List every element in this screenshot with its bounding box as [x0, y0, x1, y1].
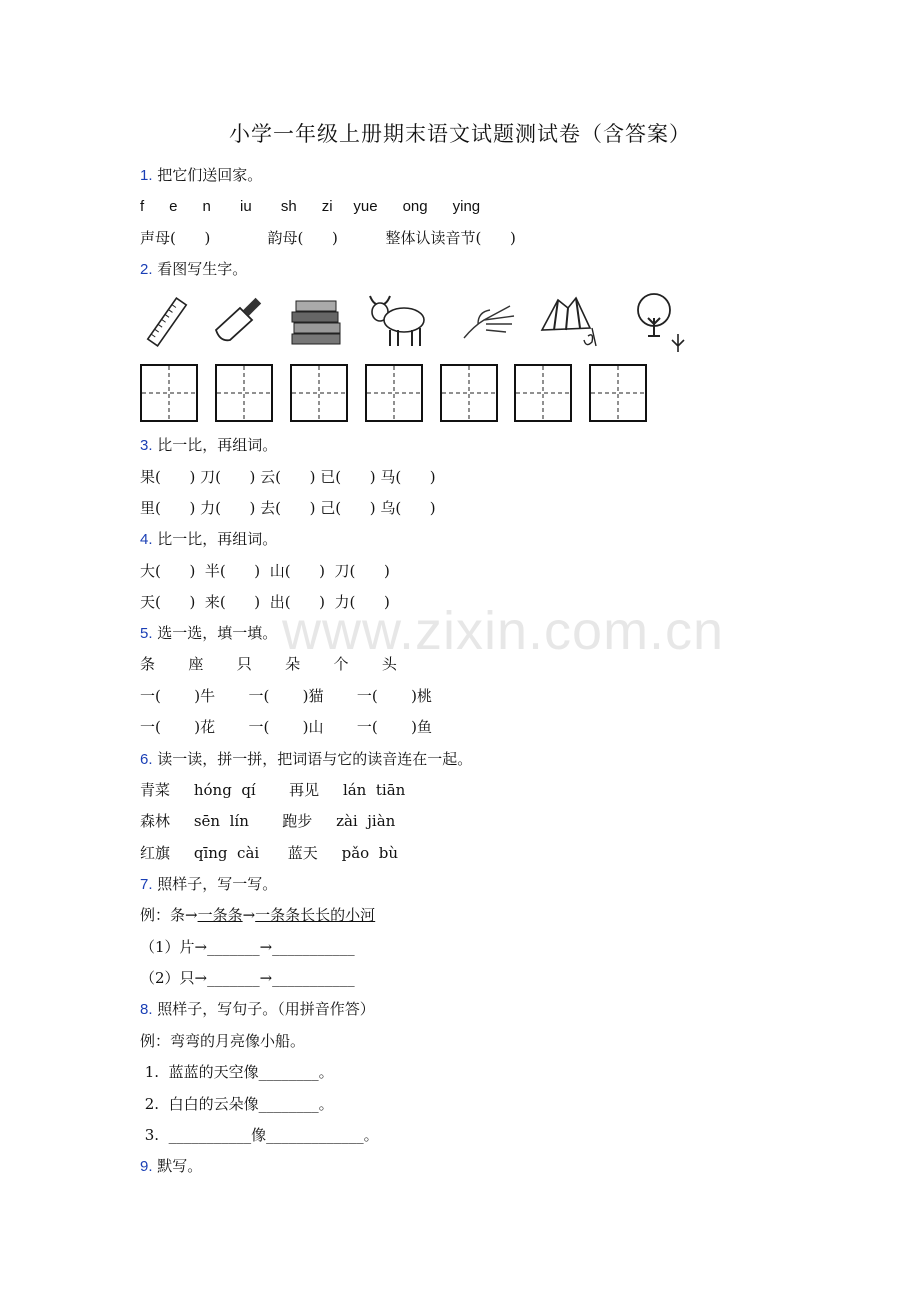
ox-icon: [366, 290, 424, 354]
pinyin-row: 森林 sēn lín 跑步 zài jiàn: [140, 812, 396, 830]
mountain-icon: [540, 290, 598, 354]
question-3: [140, 434, 277, 456]
writing-grid[interactable]: [440, 364, 498, 422]
example-arrow: →: [242, 906, 256, 924]
question-number: 4.: [140, 531, 153, 548]
writing-grid[interactable]: [514, 364, 572, 422]
question-prompt: 读一读，拼一拼，把词语与它的读音连在一起。: [157, 750, 473, 768]
question-prompt: 默写。: [157, 1157, 203, 1175]
question-prompt: 比一比，再组词。: [157, 436, 278, 454]
compare-row: 大( ) 半( ) 山( ) 刀( ): [140, 562, 390, 580]
question-1: [140, 164, 262, 186]
question-4: [140, 528, 277, 550]
question-2: [140, 258, 247, 280]
picture-row: [138, 290, 698, 354]
pinyin-row: 青菜 hóng qí 再见 lán tiān: [140, 781, 406, 799]
example-line: [140, 904, 375, 926]
answer-line[interactable]: 1. 蓝蓝的天空像________。: [140, 1063, 334, 1081]
answer-line[interactable]: 3. ___________像_____________。: [140, 1126, 379, 1144]
books-icon: [288, 290, 346, 354]
question-prompt: 比一比，再组词。: [157, 530, 278, 548]
fill-row: 一( )花 一( )山 一( )鱼: [140, 718, 432, 736]
question-number: 1.: [140, 167, 153, 184]
answer-line[interactable]: 2. 白白的云朵像________。: [140, 1095, 334, 1113]
question-9: [140, 1155, 202, 1177]
example-end: 一条条长长的小河: [255, 906, 376, 924]
question-5: [140, 622, 277, 644]
fill-row: 一( )牛 一( )猫 一( )桃: [140, 687, 432, 705]
question-8: [140, 998, 375, 1020]
pinyin-row: 红旗 qīng cài 蓝天 pǎo bù: [140, 844, 399, 862]
writing-grid[interactable]: [589, 364, 647, 422]
question-prompt: 照样子，写一写。: [157, 875, 278, 893]
question-number: 2.: [140, 261, 153, 278]
syllable-list: f e n iu sh zi yue ong ying: [140, 198, 481, 215]
answer-line[interactable]: （2）只→_______→___________: [140, 969, 355, 987]
answer-line[interactable]: （1）片→_______→___________: [140, 938, 355, 956]
writing-grid[interactable]: [140, 364, 198, 422]
question-7: [140, 873, 277, 895]
writing-grid[interactable]: [215, 364, 273, 422]
question-number: 5.: [140, 625, 153, 642]
question-prompt: 照样子，写句子。（用拼音作答）: [157, 1000, 375, 1018]
hand-icon: [460, 290, 518, 354]
example-prefix: 例：条→: [140, 906, 198, 924]
compare-row: 天( ) 来( ) 出( ) 力( ): [140, 593, 390, 611]
question-prompt: 看图写生字。: [157, 260, 248, 278]
compare-row: 里( ) 力( ) 去( ) 己( ) 乌( ): [140, 499, 436, 517]
category-row: 声母( ) 韵母( ) 整体认读音节( ): [140, 229, 516, 247]
question-number: 6.: [140, 751, 153, 768]
cleaver-icon: [210, 290, 268, 354]
writing-grid[interactable]: [290, 364, 348, 422]
question-number: 3.: [140, 437, 153, 454]
question-6: [140, 748, 472, 770]
question-number: 7.: [140, 876, 153, 893]
example-mid: 一条条: [197, 906, 243, 924]
ruler-icon: [138, 290, 196, 354]
page-title: 小学一年级上册期末语文试题测试卷（含答案）: [229, 122, 691, 146]
question-number: 9.: [140, 1158, 153, 1175]
question-prompt: 选一选，填一填。: [157, 624, 278, 642]
question-number: 8.: [140, 1001, 153, 1018]
measure-word-list: 条 座 只 朵 个 头: [140, 655, 397, 673]
example-line: 例：弯弯的月亮像小船。: [140, 1032, 306, 1050]
question-prompt: 把它们送回家。: [157, 166, 263, 184]
tree-icon: [634, 290, 692, 354]
watermark: www.zixin.com.cn: [282, 601, 725, 661]
writing-grid[interactable]: [365, 364, 423, 422]
compare-row: 果( ) 刀( ) 云( ) 已( ) 马( ): [140, 468, 436, 486]
